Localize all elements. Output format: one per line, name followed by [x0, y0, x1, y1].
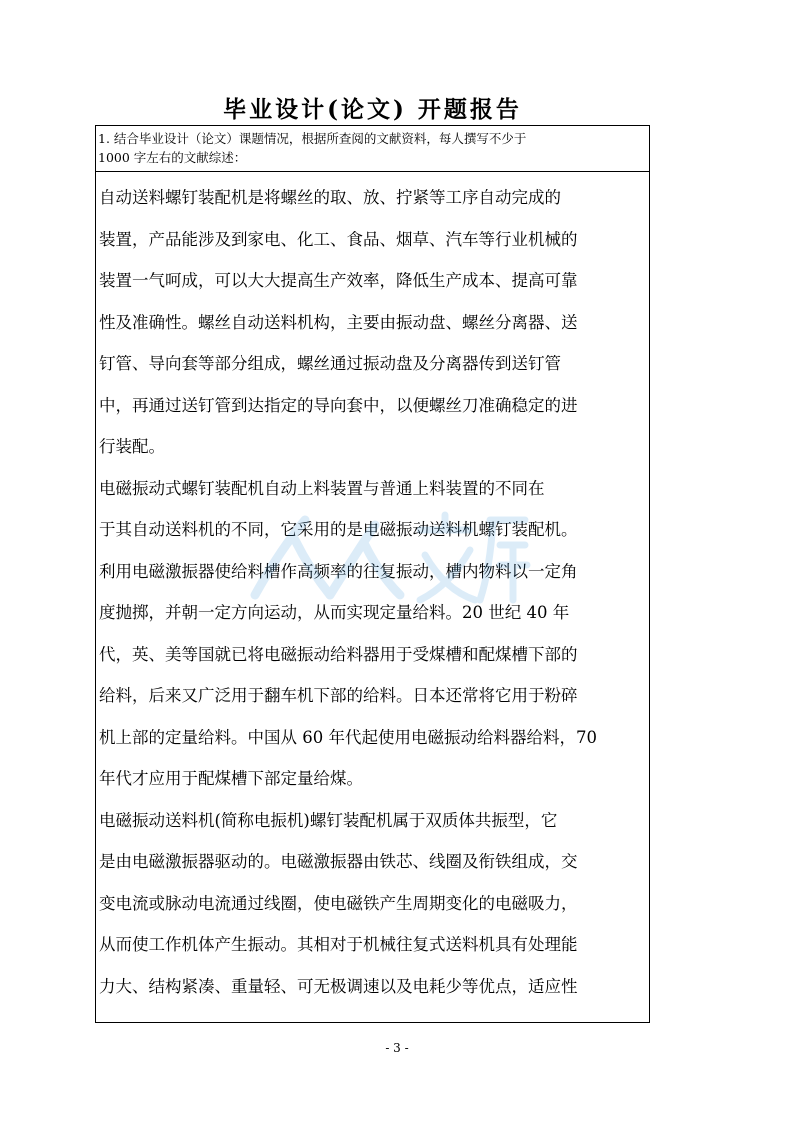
text-line: 电磁振动式螺钉装配机自动上料装置与普通上料装置的不同在 [99, 478, 545, 498]
prompt-row [96, 126, 649, 172]
text-line: 装置一气呵成，可以大大提高生产效率，降低生产成本、提高可靠 [99, 271, 578, 290]
page-number: - 3 - [385, 1041, 409, 1055]
text-line: 自动送料螺钉装配机是将螺丝的取、放、拧紧等工序自动完成的 [99, 188, 561, 207]
text-line: 装置，产品能涉及到家电、化工、食品、烟草、汽车等行业机械的 [99, 229, 578, 249]
text-line: 从而使工作机体产生振动。其相对于机械往复式送料机具有处理能 [99, 935, 578, 954]
text-line: 年代才应用于配煤槽下部定量给煤。 [99, 769, 363, 788]
text-line: 给料，后来又广泛用于翻车机下部的给料。日本还常将它用于粉碎 [99, 686, 578, 705]
text-line: 电磁振动送料机(简称电振机)螺钉装配机属于双质体共振型，它 [99, 810, 558, 830]
paragraph-3 [99, 800, 645, 1008]
text-line: 变电流或脉动电流通过线圈，使电磁铁产生周期变化的电磁吸力， [99, 893, 578, 913]
text-line: 于其自动送料机的不同，它采用的是电磁振动送料机螺钉装配机。 [99, 520, 578, 539]
text-line: 机上部的定量给料。中国从 60 年代起使用电磁振动给料器给料，70 [99, 727, 597, 747]
text-line: 是由电磁激振器驱动的。电磁激振器由铁芯、线圈及衔铁组成，交 [99, 852, 578, 871]
paragraph-2 [99, 468, 645, 800]
text-line: 利用电磁激振器使给料槽作高频率的往复振动，槽内物料以一定角 [99, 561, 578, 581]
paragraph-1 [99, 177, 645, 468]
text-line: 力大、结构紧凑、重量轻、可无极调速以及电耗少等优点，适应性 [99, 976, 578, 996]
text-line: 代，英、美等国就已将电磁振动给料器用于受煤槽和配煤槽下部的 [99, 644, 578, 664]
text-line: 度抛掷，并朝一定方向运动，从而实现定量给料。20 世纪 40 年 [99, 603, 570, 622]
prompt-line: 1000 字左右的文献综述： [98, 150, 247, 165]
report-form-box [95, 125, 650, 1023]
page-title: 毕业设计(论文) 开题报告 [223, 96, 522, 123]
text-line: 行装配。 [99, 437, 165, 456]
text-line: 中，再通过送钉管到达指定的导向套中，以便螺丝刀准确稳定的进 [99, 395, 578, 415]
text-line: 性及准确性。螺丝自动送料机构，主要由振动盘、螺丝分离器、送 [99, 312, 578, 332]
prompt-line: 1. 结合毕业设计（论文）课题情况，根据所查阅的文献资料，每人撰写不少于 [98, 131, 527, 146]
text-line: 钉管、导向套等部分组成，螺丝通过振动盘及分离器传到送钉管 [99, 354, 561, 373]
literature-review-body [96, 172, 649, 1007]
